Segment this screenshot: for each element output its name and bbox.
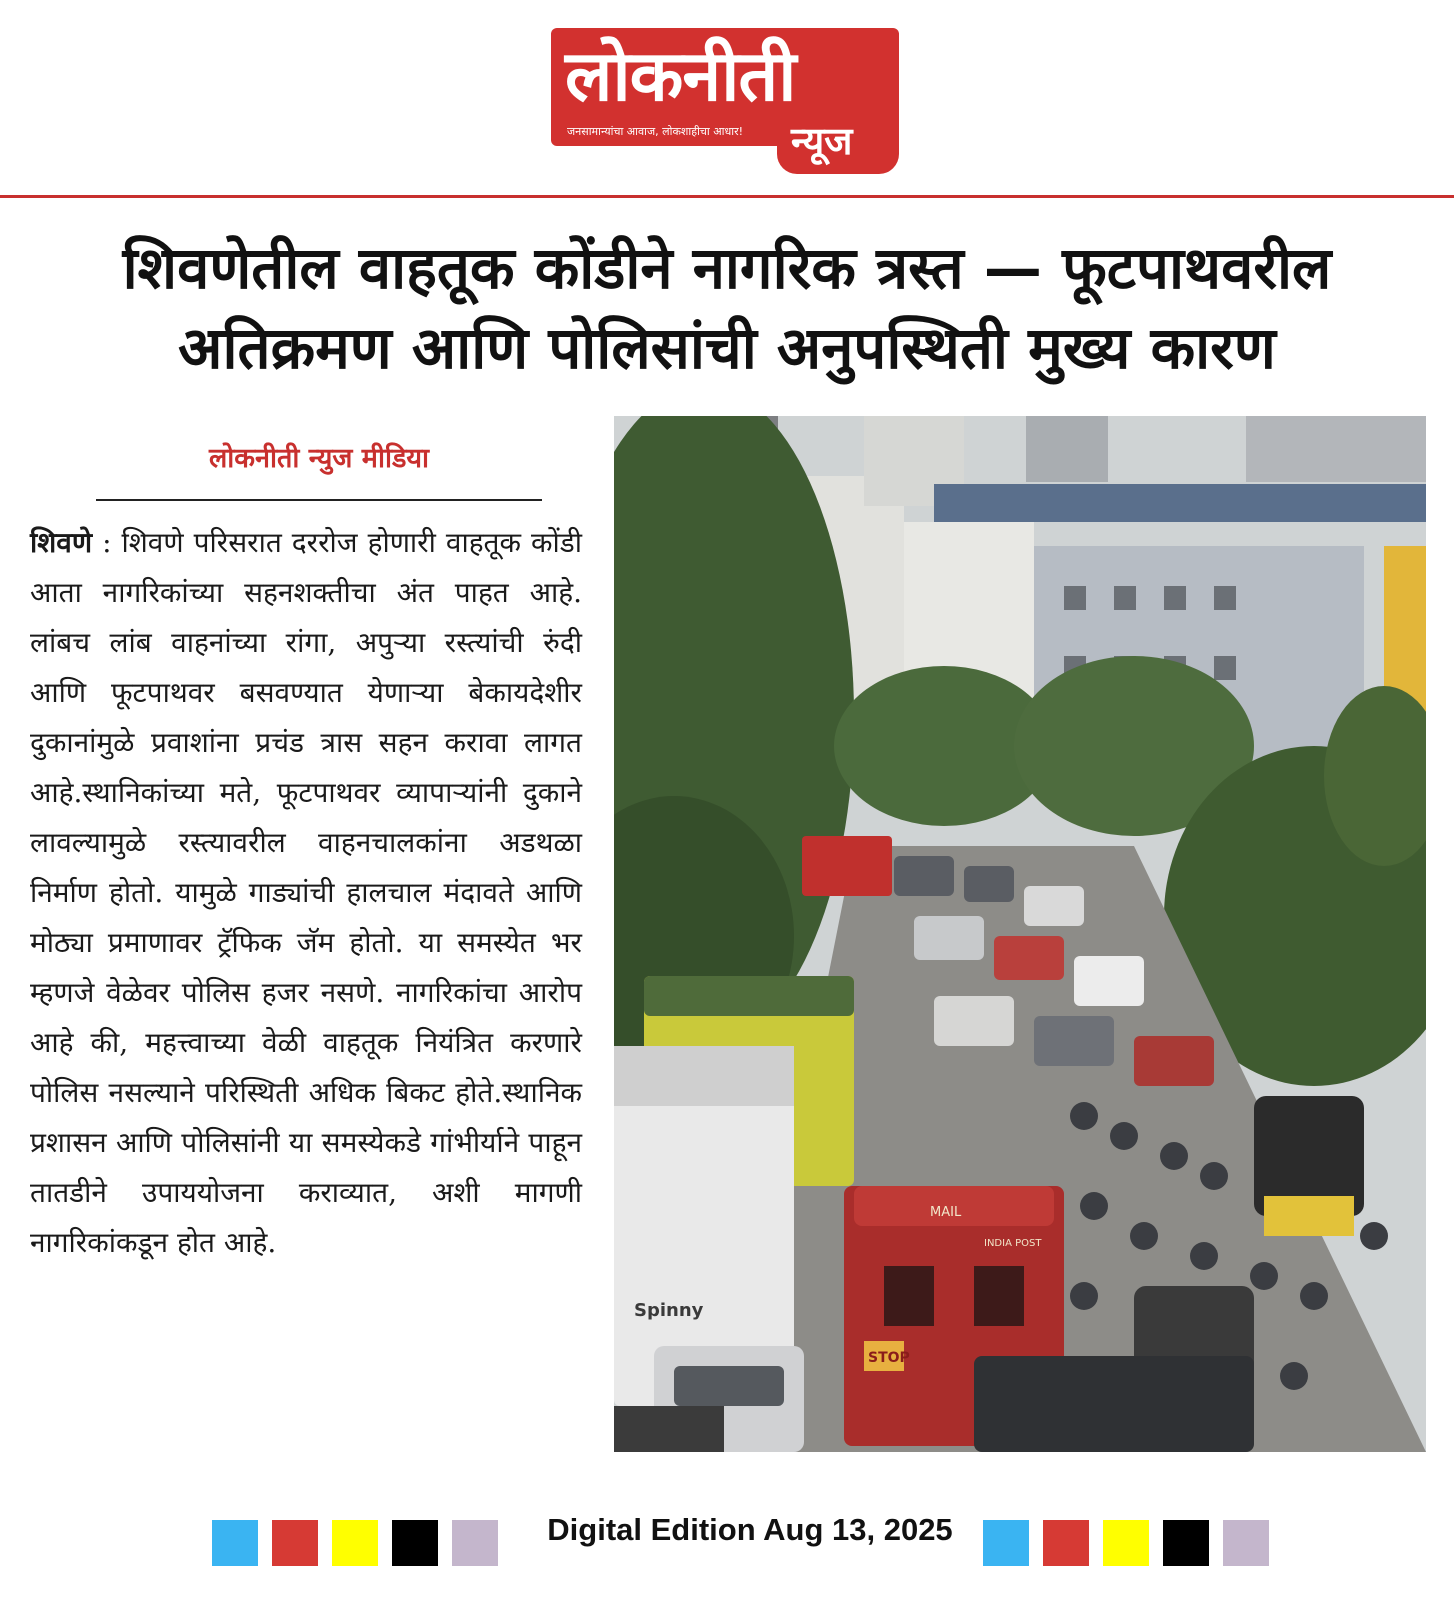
van-stop-sign: STOP — [868, 1350, 910, 1366]
swatch-red — [1043, 1520, 1089, 1566]
traffic-jam-illustration — [614, 416, 1426, 1452]
swatch-black — [1163, 1520, 1209, 1566]
article-dateline: शिवणे — [30, 526, 93, 559]
masthead-divider — [0, 195, 1454, 198]
color-swatches-right — [983, 1520, 1269, 1566]
article-text: शिवणे परिसरात दररोज होणारी वाहतूक कोंडी आता नागरिकांच्या सहनशक्तीचा अंत पाहत आहे. लांबच लांब वाहनांच्या रांगा, अपुऱ्या रस्त्यांची रुंदी आणि फूटपाथवर बसवण्यात येणाऱ्या बेकायदेशीर दुकानांमुळे प्रवाशांना प्रचंड त्रास सहन करावा लागत आहे.स्थानिकांच्या मते, फूटपाथवर व्यापाऱ्यांनी दुकाने लावल्यामुळे रस्त्यावरील वाहनचालकांना अडथळा निर्माण होतो. यामुळे गाड्यांची हालचाल मंदावते आणि मोठ्या प्रमाणावर ट्रॅफिक जॅम होतो. या समस्येत भर म्हणजे वेळेवर पोलिस हजर नसणे. नागरिकांचा आरोप आहे की, महत्त्वाच्या वेळी वाहतूक नियंत्रित करणारे पोलिस नसल्याने परिस्थिती अधिक बिकट होते.स्थानिक प्रशासन आणि पोलिसांनी या समस्येकडे गांभीर्याने पाहून तातडीने उपाययोजना कराव्यात, अशी मागणी नागरिकांकडून होत आहे. — [30, 526, 582, 1259]
logo[interactable] — [551, 28, 899, 174]
article-body — [30, 518, 582, 1268]
edition-date: Digital Edition Aug 13, 2025 — [547, 1512, 953, 1547]
swatch-cyan — [983, 1520, 1029, 1566]
swatch-cyan — [212, 1520, 258, 1566]
byline-divider — [96, 499, 542, 501]
headline-line-1: शिवणेतील वाहतूक कोंडीने नागरिक त्रस्त — फूटपाथवरील — [122, 234, 1332, 302]
swatch-black — [392, 1520, 438, 1566]
news-photo — [614, 416, 1426, 1452]
swatch-red — [272, 1520, 318, 1566]
swatch-lilac — [1223, 1520, 1269, 1566]
swatch-lilac — [452, 1520, 498, 1566]
headline-line-2: अतिक्रमण आणि पोलिसांची अनुपस्थिती मुख्य कारण — [178, 314, 1276, 382]
van-post-sign: INDIA POST — [984, 1238, 1042, 1249]
masthead — [0, 0, 1454, 196]
logo-subtitle: न्यूज — [791, 119, 853, 163]
logo-tagline: जनसामान्यांचा आवाज, लोकशाहीचा आधार! — [567, 125, 744, 138]
swatch-yellow — [1103, 1520, 1149, 1566]
swatch-yellow — [332, 1520, 378, 1566]
bus-ad-text: Spinny — [634, 1300, 704, 1321]
color-swatches-left — [212, 1520, 498, 1566]
headline — [40, 228, 1414, 388]
byline: लोकनीती न्युज मीडिया — [208, 443, 430, 474]
logo-title: लोकनीती — [565, 35, 796, 117]
van-mail-sign: MAIL — [930, 1205, 962, 1220]
dateline-separator: : — [92, 526, 122, 559]
